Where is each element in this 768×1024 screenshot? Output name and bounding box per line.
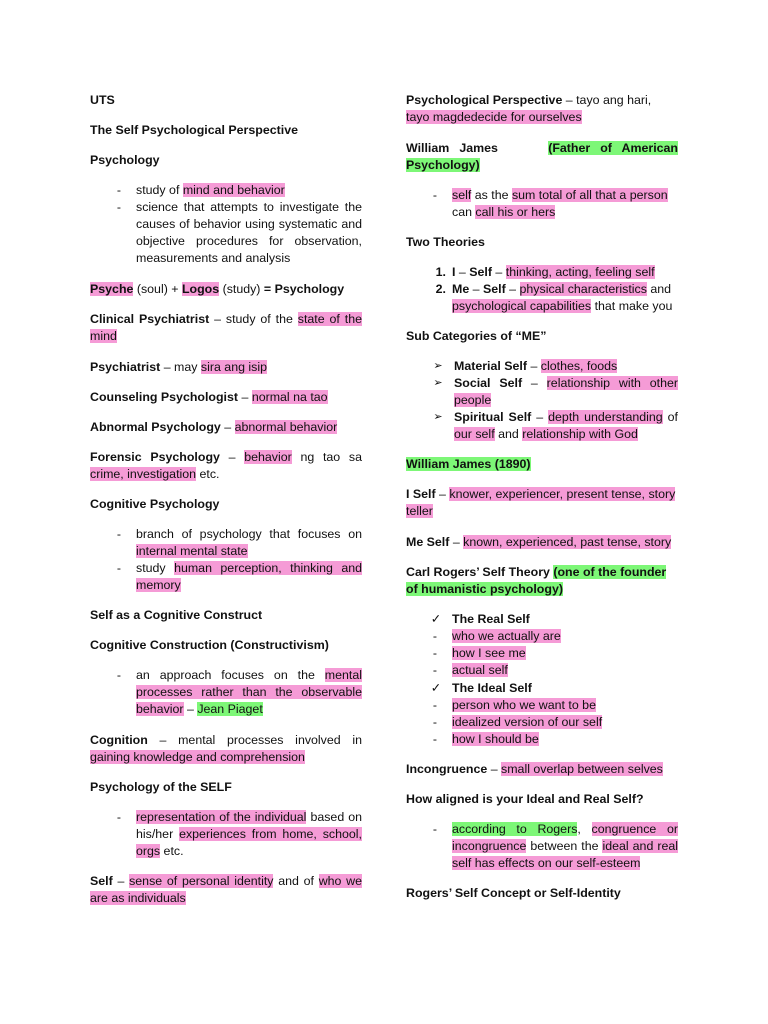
list-item [432, 697, 678, 714]
list-item: - branch of psychology that focuses on internal mental state [136, 526, 362, 560]
highlighted-text: knower, experiencer, present tense, story teller [406, 487, 676, 518]
highlighted-term: Logos [181, 282, 220, 296]
definition-incongruence: Incongruence – small overlap between selves [406, 762, 663, 776]
list-number: 1. [435, 265, 446, 279]
list-item: - study of mind and behavior [136, 182, 362, 199]
rogers-self-concept-heading: Rogers’ Self Concept or Self-Identity [406, 886, 621, 900]
constructivism-heading: Cognitive Construction (Constructivism) [90, 638, 329, 652]
checkmark-icon: ✓ [430, 612, 442, 626]
green-highlighted-text: William James (1890) [406, 457, 531, 471]
highlighted-text: sira ang isip [200, 360, 268, 374]
arrow-bullet-icon: ➢ [433, 377, 443, 389]
definition-psychiatrist: Psychiatrist – may sira ang isip [90, 360, 268, 374]
highlighted-text: sum total of all that a person [511, 188, 668, 202]
highlighted-text: state of the mind [90, 312, 362, 343]
highlighted-text: small overlap between selves [501, 762, 663, 776]
highlighted-text: call his or hers [475, 205, 556, 219]
arrow-bullet-icon: ➢ [433, 411, 443, 423]
dash-marker: - [432, 715, 438, 729]
list-item [432, 731, 678, 748]
dash-marker: - [116, 183, 122, 197]
carl-rogers-heading: Carl Rogers’ Self Theory (one of the founder of humanistic psychology) [406, 565, 667, 596]
page-title: The Self Psychological Perspective [90, 123, 298, 137]
highlighted-text: how I should be [452, 732, 539, 746]
checkmark-icon: ✓ [430, 681, 442, 695]
list-item: ✓ The Real Self [452, 611, 678, 628]
psychology-of-self-heading: Psychology of the SELF [90, 780, 232, 794]
highlighted-text: physical characteristics [519, 282, 647, 296]
highlighted-text: tayo magdedecide for ourselves [406, 110, 582, 124]
highlighted-text: ideal and real self has effects on our self-esteem [452, 839, 678, 870]
definition-psychological-perspective: Psychological Perspective – tayo ang hari, tayo magdedecide for ourselves [406, 93, 652, 124]
list-item: - representation of the individual based on his/her experiences from home, school, orgs etc. [136, 809, 362, 860]
dash-marker: - [432, 698, 438, 712]
highlighted-text: relationship with God [522, 427, 638, 441]
highlighted-text: experiences from home, school, orgs [136, 827, 362, 858]
highlighted-text: sense of personal identity [129, 874, 274, 888]
highlighted-text: thinking, acting, feeling self [505, 265, 655, 279]
highlighted-text: behavior [244, 450, 292, 464]
highlighted-text: our self [454, 427, 495, 441]
dash-marker: - [432, 663, 438, 677]
highlighted-text: self [452, 188, 472, 202]
cognitive-psychology-heading: Cognitive Psychology [90, 497, 220, 511]
arrow-bullet-icon: ➢ [433, 360, 443, 372]
dash-marker: - [432, 646, 438, 660]
self-cognitive-construct-heading: Self as a Cognitive Construct [90, 608, 263, 622]
dash-marker: - [116, 668, 122, 682]
list-item: ➢ Social Self – relationship with other people [454, 375, 678, 409]
highlighted-text: mind and behavior [182, 183, 285, 197]
highlighted-text: psychological capabilities [452, 299, 592, 313]
green-highlighted-text: (one of the founder of humanistic psychology) [406, 565, 667, 596]
highlighted-text: clothes, foods [540, 359, 618, 373]
dash-marker: - [432, 732, 438, 746]
aligned-heading: How aligned is your Ideal and Real Self? [406, 792, 644, 806]
list-item [432, 714, 678, 731]
highlighted-text: who we are as individuals [90, 874, 363, 905]
dash-marker: - [116, 561, 122, 575]
green-highlighted-text: Jean Piaget [197, 702, 263, 716]
list-item [432, 662, 678, 679]
list-item: - science that attempts to investigate the causes of behavior using systematic and objective procedures for observation, measurements and analysis [136, 199, 362, 267]
dash-marker: - [116, 810, 122, 824]
highlighted-text: human perception, thinking and memory [136, 561, 363, 592]
highlighted-text: normal na tao [251, 390, 328, 404]
psychology-etymology: Psyche (soul) + Logos (study) = Psychology [90, 282, 345, 296]
highlighted-text: representation of the individual [136, 810, 307, 824]
definition-cognition: Cognition – mental processes involved in gaining knowledge and comprehension [90, 733, 362, 764]
dash-marker: - [432, 188, 438, 202]
highlighted-text: actual self [452, 663, 508, 677]
definition-me-self: Me Self – known, experienced, past tense, story [406, 535, 672, 549]
highlighted-text: known, experienced, past tense, story [463, 535, 672, 549]
list-item: 2. Me – Self – physical characteristics and psychological capabilities that make you [452, 281, 678, 315]
list-item: ✓ The Ideal Self [452, 680, 678, 697]
dash-marker: - [432, 629, 438, 643]
highlighted-term: Psyche [90, 282, 134, 296]
list-item: - self as the sum total of all that a person can call his or hers [452, 187, 678, 221]
list-number: 2. [435, 282, 446, 296]
dash-marker: - [116, 200, 122, 214]
list-item: - study human perception, thinking and memory [136, 560, 362, 594]
highlighted-text: abnormal behavior [234, 420, 338, 434]
highlighted-text: relationship with other people [454, 376, 679, 407]
course-code: UTS [90, 93, 115, 107]
list-item [432, 628, 678, 645]
sub-categories-heading: Sub Categories of “ME” [406, 329, 547, 343]
list-item: ➢ Material Self – clothes, foods [454, 358, 678, 375]
highlighted-text: congruence or incongruence [452, 822, 678, 853]
psychology-heading: Psychology [90, 153, 160, 167]
dash-marker: - [432, 822, 438, 836]
list-item [432, 645, 678, 662]
definition-self: Self – sense of personal identity and of who we are as individuals [90, 874, 363, 905]
list-item: - according to Rogers, congruence or incongruence between the ideal and real self has effects on our self-esteem [452, 821, 678, 872]
definition-counseling-psychologist: Counseling Psychologist – normal na tao [90, 390, 328, 404]
definition-forensic-psychology: Forensic Psychology – behavior ng tao sa crime, investigation etc. [90, 450, 362, 481]
list-item: ➢ Spiritual Self – depth understanding of our self and relationship with God [454, 409, 678, 443]
two-theories-heading: Two Theories [406, 235, 485, 249]
list-item: 1. I – Self – thinking, acting, feeling self [452, 264, 678, 281]
definition-i-self: I Self – knower, experiencer, present tense, story teller [406, 487, 676, 518]
highlighted-text: depth understanding [548, 410, 663, 424]
highlighted-text: person who we want to be [452, 698, 596, 712]
highlighted-text: mental processes rather than the observable behavior [136, 668, 362, 716]
dash-marker: - [116, 527, 122, 541]
william-james-heading: William James (Father of American Psychology) [406, 141, 678, 172]
definition-abnormal-psychology: Abnormal Psychology – abnormal behavior [90, 420, 338, 434]
highlighted-text: idealized version of our self [452, 715, 603, 729]
definition-clinical-psychiatrist: Clinical Psychiatrist – study of the state of the mind [90, 312, 362, 343]
highlighted-text: who we actually are [452, 629, 561, 643]
william-james-1890-heading [406, 456, 678, 473]
highlighted-text: crime, investigation [90, 467, 197, 481]
highlighted-text: gaining knowledge and comprehension [90, 750, 305, 764]
green-highlighted-text: according to Rogers [452, 822, 578, 836]
green-highlighted-text: (Father of American Psychology) [406, 141, 678, 172]
list-item: - an approach focuses on the mental processes rather than the observable behavior – Jean Piaget [136, 667, 362, 718]
highlighted-text: how I see me [452, 646, 526, 660]
highlighted-text: internal mental state [136, 544, 248, 558]
